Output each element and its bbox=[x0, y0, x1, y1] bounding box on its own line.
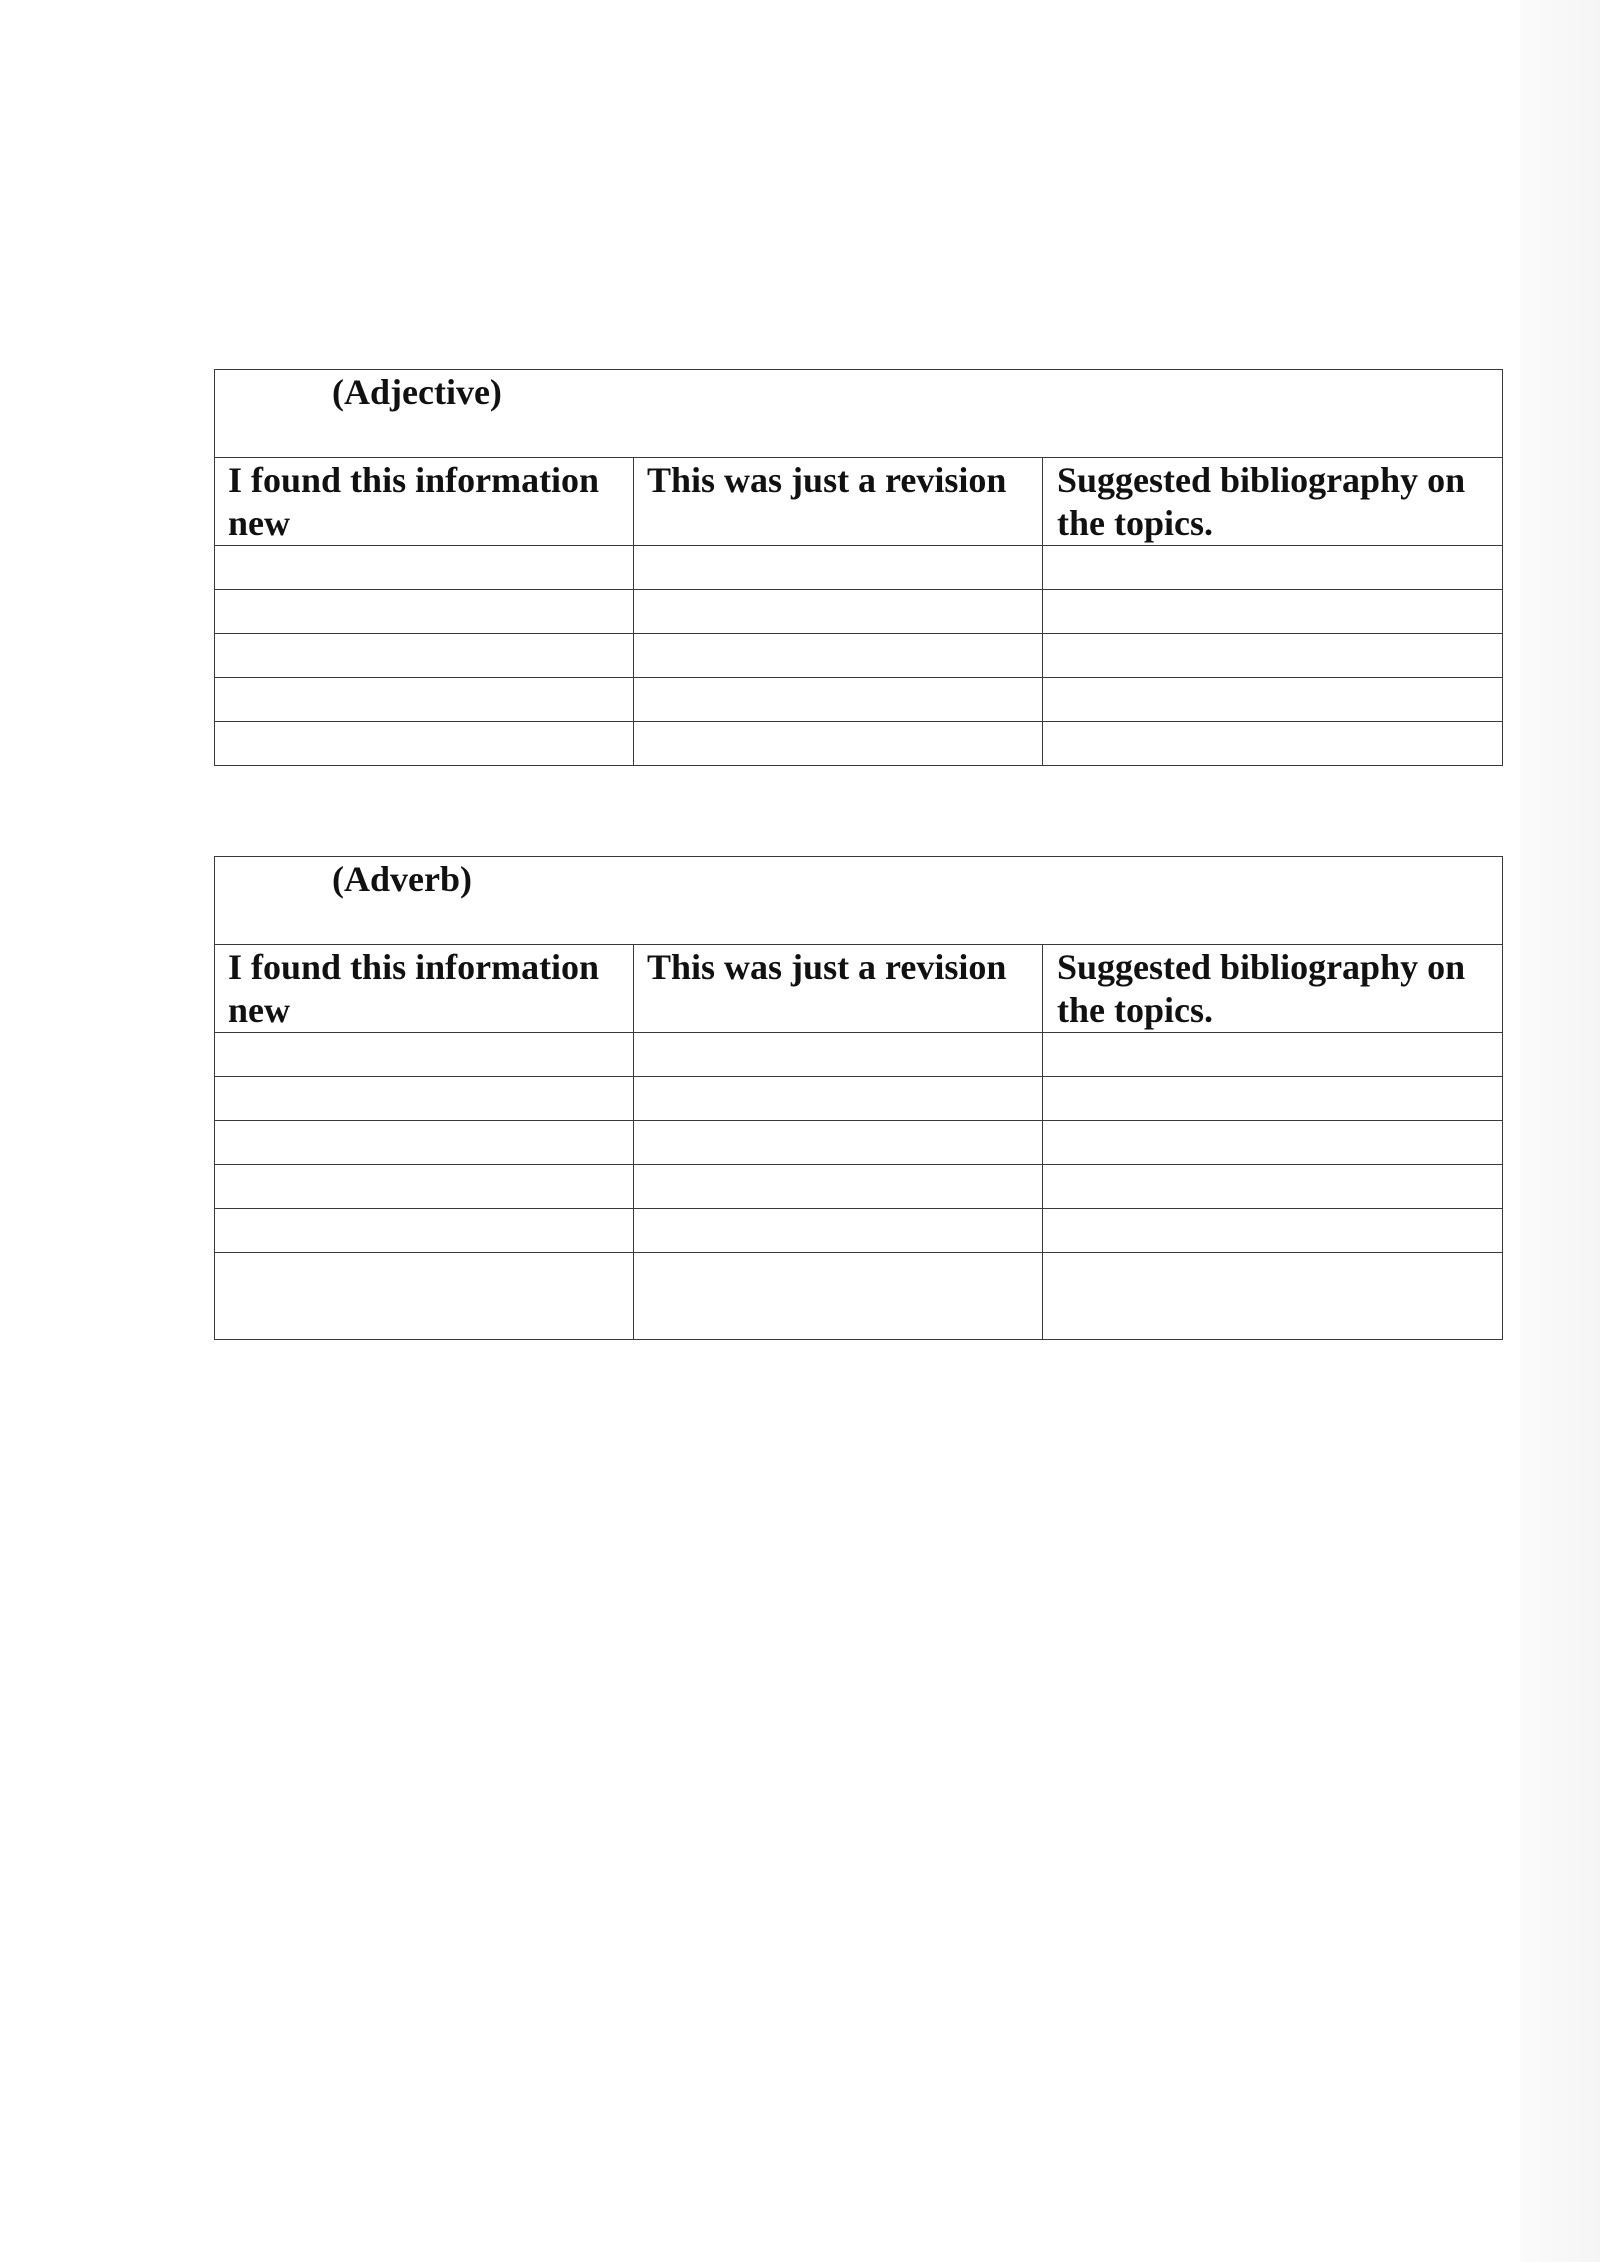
header-label: Suggested bibliography on the topics. bbox=[1057, 947, 1466, 1030]
empty-cell[interactable] bbox=[215, 1209, 634, 1253]
table-title-cell bbox=[215, 857, 1503, 945]
empty-cell[interactable] bbox=[1043, 590, 1503, 634]
empty-cell[interactable] bbox=[1043, 634, 1503, 678]
table-row bbox=[215, 722, 1503, 766]
table-row bbox=[215, 1209, 1503, 1253]
adverb-table bbox=[214, 856, 1503, 1340]
header-label: This was just a revision bbox=[647, 947, 1007, 987]
table-row bbox=[215, 634, 1503, 678]
empty-cell[interactable] bbox=[634, 590, 1043, 634]
empty-cell[interactable] bbox=[634, 1077, 1043, 1121]
empty-cell[interactable] bbox=[215, 1165, 634, 1209]
empty-cell[interactable] bbox=[215, 1033, 634, 1077]
empty-cell[interactable] bbox=[634, 1253, 1043, 1340]
table-row bbox=[215, 1165, 1503, 1209]
empty-cell[interactable] bbox=[215, 546, 634, 590]
empty-cell[interactable] bbox=[634, 1033, 1043, 1077]
header-cell-bibliography bbox=[1043, 945, 1503, 1033]
table-row bbox=[215, 678, 1503, 722]
empty-cell[interactable] bbox=[1043, 678, 1503, 722]
table-row bbox=[215, 1121, 1503, 1165]
empty-cell[interactable] bbox=[634, 722, 1043, 766]
empty-cell[interactable] bbox=[1043, 1253, 1503, 1340]
empty-cell[interactable] bbox=[215, 590, 634, 634]
header-cell-new-info bbox=[215, 945, 634, 1033]
table-title-cell bbox=[215, 370, 1503, 458]
header-label: I found this information new bbox=[228, 947, 600, 1030]
table-title: (Adjective) bbox=[332, 372, 502, 412]
empty-cell[interactable] bbox=[1043, 1165, 1503, 1209]
table-row bbox=[215, 546, 1503, 590]
table-header-row bbox=[215, 945, 1503, 1033]
table-title: (Adverb) bbox=[332, 859, 472, 899]
table-row bbox=[215, 590, 1503, 634]
empty-cell[interactable] bbox=[634, 678, 1043, 722]
empty-cell[interactable] bbox=[634, 1165, 1043, 1209]
table-title-row bbox=[215, 857, 1503, 945]
empty-cell[interactable] bbox=[634, 1121, 1043, 1165]
empty-cell[interactable] bbox=[634, 546, 1043, 590]
table-title-row bbox=[215, 370, 1503, 458]
empty-cell[interactable] bbox=[1043, 722, 1503, 766]
page-margin bbox=[1520, 0, 1600, 2262]
empty-cell[interactable] bbox=[634, 634, 1043, 678]
empty-cell[interactable] bbox=[1043, 1033, 1503, 1077]
empty-cell[interactable] bbox=[215, 1253, 634, 1340]
header-cell-new-info bbox=[215, 458, 634, 546]
table-row bbox=[215, 1253, 1503, 1340]
empty-cell[interactable] bbox=[1043, 1209, 1503, 1253]
header-label: I found this information new bbox=[228, 460, 600, 543]
empty-cell[interactable] bbox=[634, 1209, 1043, 1253]
empty-cell[interactable] bbox=[1043, 1077, 1503, 1121]
table-row bbox=[215, 1077, 1503, 1121]
header-cell-revision bbox=[634, 945, 1043, 1033]
empty-cell[interactable] bbox=[215, 722, 634, 766]
empty-cell[interactable] bbox=[215, 1077, 634, 1121]
table-row bbox=[215, 1033, 1503, 1077]
empty-cell[interactable] bbox=[1043, 1121, 1503, 1165]
header-cell-revision bbox=[634, 458, 1043, 546]
adjective-table bbox=[214, 369, 1503, 766]
empty-cell[interactable] bbox=[1043, 546, 1503, 590]
empty-cell[interactable] bbox=[215, 678, 634, 722]
header-label: Suggested bibliography on the topics. bbox=[1057, 460, 1466, 543]
header-cell-bibliography bbox=[1043, 458, 1503, 546]
table-header-row bbox=[215, 458, 1503, 546]
empty-cell[interactable] bbox=[215, 634, 634, 678]
empty-cell[interactable] bbox=[215, 1121, 634, 1165]
header-label: This was just a revision bbox=[647, 460, 1007, 500]
